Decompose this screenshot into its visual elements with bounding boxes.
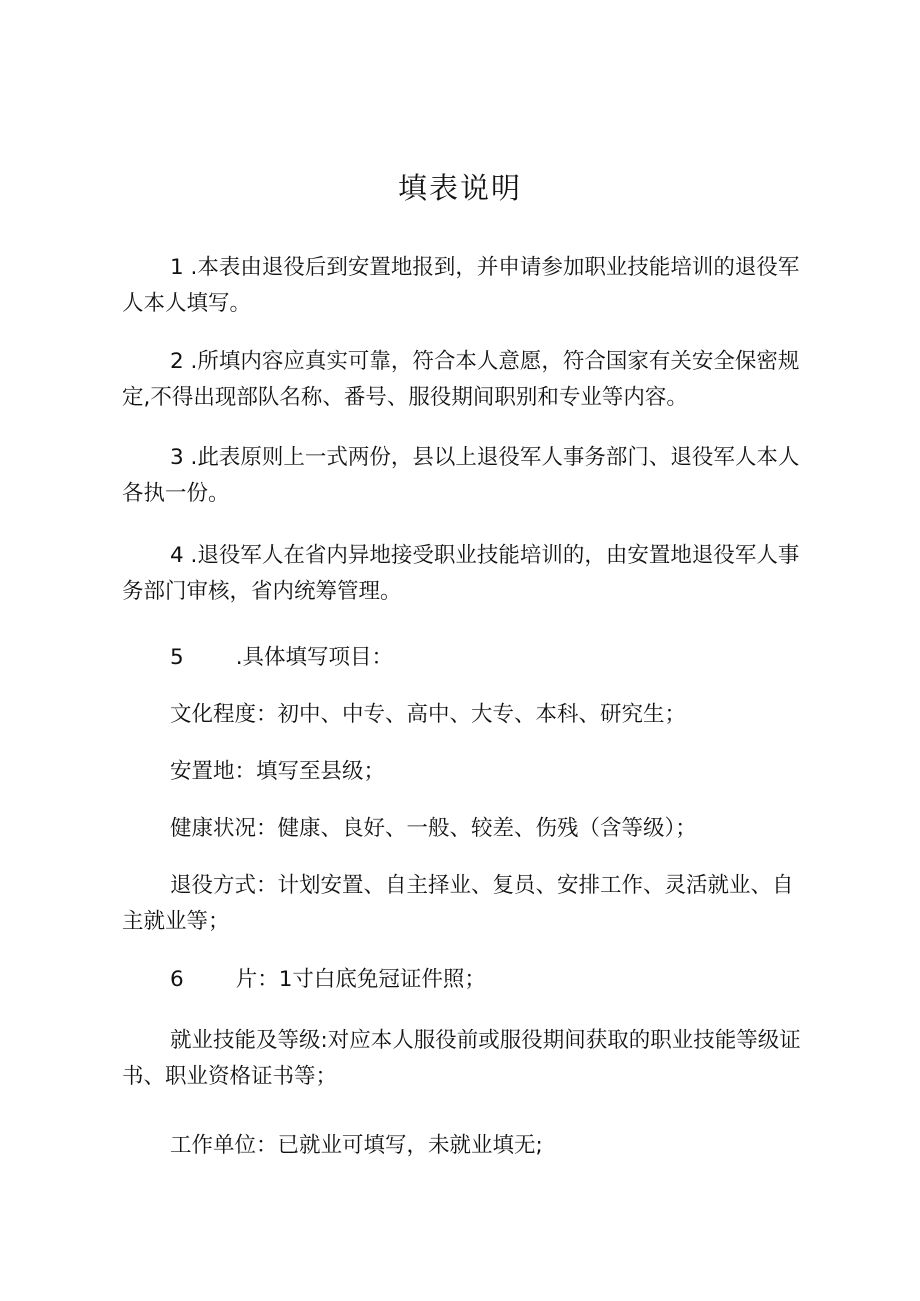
instruction-item-5	[170, 640, 393, 676]
item-6-number: 6	[170, 967, 184, 992]
page-title: 填表说明	[397, 171, 522, 205]
instruction-item-4: 4 .退役军人在省内异地接受职业技能培训的，由安置地退役军人事务部门审核，省内统筹管理。	[122, 543, 800, 604]
skills-line: 就业技能及等级:对应本人服役前或服役期间获取的职业技能等级证书、职业资格证书等；	[122, 1028, 801, 1089]
instruction-item-3: 3 .此表原则上一式两份，县以上退役军人事务部门、退役军人本人各执一份。	[122, 445, 800, 506]
employer-line: 工作单位：已就业可填写，未就业填无;	[170, 1133, 543, 1158]
instruction-item-6	[170, 962, 486, 998]
item-6-text: 片：1寸白底免冠证件照；	[235, 967, 486, 992]
instruction-item-1: 1 .本表由退役后到安置地报到，并申请参加职业技能培训的退役军人本人填写。	[122, 255, 800, 316]
item-5-text: .具体填写项目：	[235, 645, 394, 670]
health-line: 健康状况：健康、良好、一般、较差、伤残（含等级）；	[170, 816, 697, 841]
retire-method-line: 退役方式：计划安置、自主择业、复员、安排工作、灵活就业、自主就业等；	[122, 873, 794, 934]
education-line: 文化程度：初中、中专、高中、大专、本科、研究生；	[170, 702, 687, 727]
placement-line: 安置地：填写至县级；	[170, 759, 386, 784]
item-5-number: 5	[170, 645, 184, 670]
instruction-item-2: 2 .所填内容应真实可靠，符合本人意愿，符合国家有关安全保密规定,不得出现部队名称、番号、服役期间职别和专业等内容。	[122, 349, 800, 410]
